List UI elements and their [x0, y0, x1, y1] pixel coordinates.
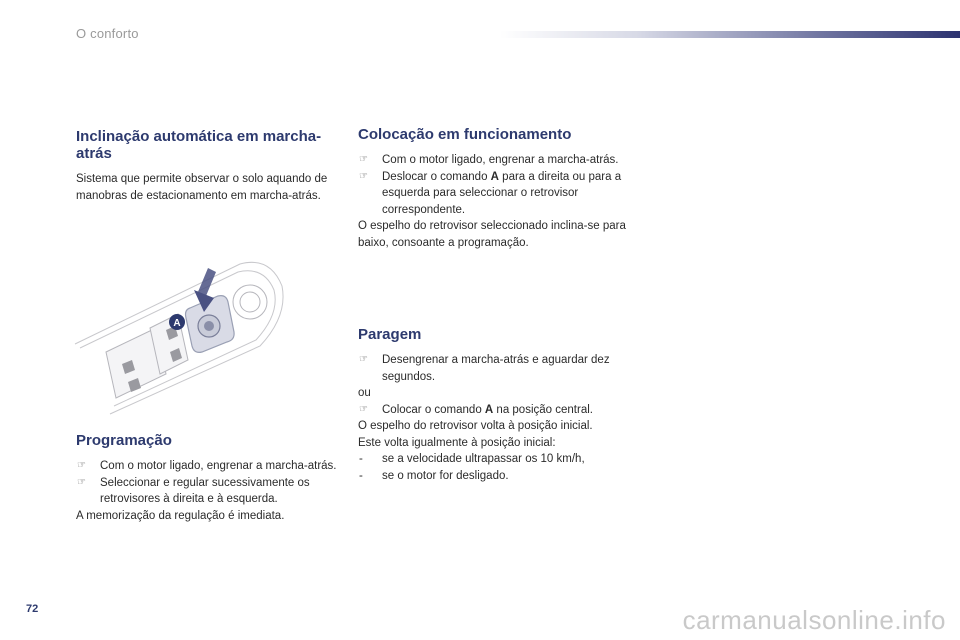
control-label-a: A — [484, 403, 494, 416]
control-label-a: A — [490, 170, 499, 183]
header-title: O conforto — [76, 26, 139, 41]
finger-pointer-icon: ☞ — [359, 170, 368, 182]
list-item: ☞ Com o motor ligado, engrenar a marcha-atrás. — [358, 152, 626, 169]
watermark: carmanualsonline.info — [682, 605, 946, 635]
section-title: Paragem — [358, 326, 422, 343]
finger-pointer-icon: ☞ — [359, 154, 368, 165]
section-title: Colocação em funcionamento — [358, 126, 572, 143]
section-paragem — [358, 326, 626, 484]
section-title: Inclinação automática em marcha-atrás — [76, 128, 322, 162]
section-intro: Sistema que permite observar o solo aquando de manobras de estacionamento em marcha-atrás. — [76, 173, 328, 202]
page-number: 72 — [26, 603, 39, 615]
or-text: ou — [358, 387, 371, 399]
section-note: A memorização da regulação é imediata. — [76, 509, 285, 522]
section-programacao — [76, 432, 338, 524]
list-item: ☞ Seleccionar e regular sucessivamente os retrovisores à direita e à esquerda. — [77, 476, 310, 505]
finger-pointer-icon: ☞ — [359, 354, 368, 365]
finger-pointer-icon: ☞ — [77, 476, 86, 488]
list-item: ☞ Com o motor ligado, engrenar a marcha-atrás. — [76, 458, 338, 475]
finger-pointer-icon: ☞ — [77, 460, 86, 471]
finger-pointer-icon: ☞ — [359, 403, 368, 415]
list-item: ☞ Colocar o comando A na posição central. — [358, 402, 626, 419]
list-item: ☞ Desengrenar a marcha-atrás e aguardar dez segundos. — [359, 354, 610, 383]
callout-label-a: A — [173, 318, 181, 329]
list-item: - se a velocidade ultrapassar os 10 km/h, — [359, 453, 585, 465]
section-inclinacao — [76, 128, 338, 204]
header-bar — [500, 31, 960, 38]
list-item: ☞ Deslocar o comando A para a direita ou para a esquerda para seleccionar o retrovisor correspondente. — [359, 170, 622, 216]
window-switch-illustration — [70, 256, 290, 416]
section-note: O espelho do retrovisor volta à posição inicial. — [358, 420, 593, 432]
section-note: O espelho do retrovisor seleccionado inclina-se para baixo, consoante a programação. — [358, 220, 626, 249]
section-funcionamento — [358, 126, 626, 251]
list-item: - se o motor for desligado. — [359, 469, 509, 482]
section-note: Este volta igualmente à posição inicial: — [358, 436, 556, 449]
section-title: Programação — [76, 432, 172, 449]
